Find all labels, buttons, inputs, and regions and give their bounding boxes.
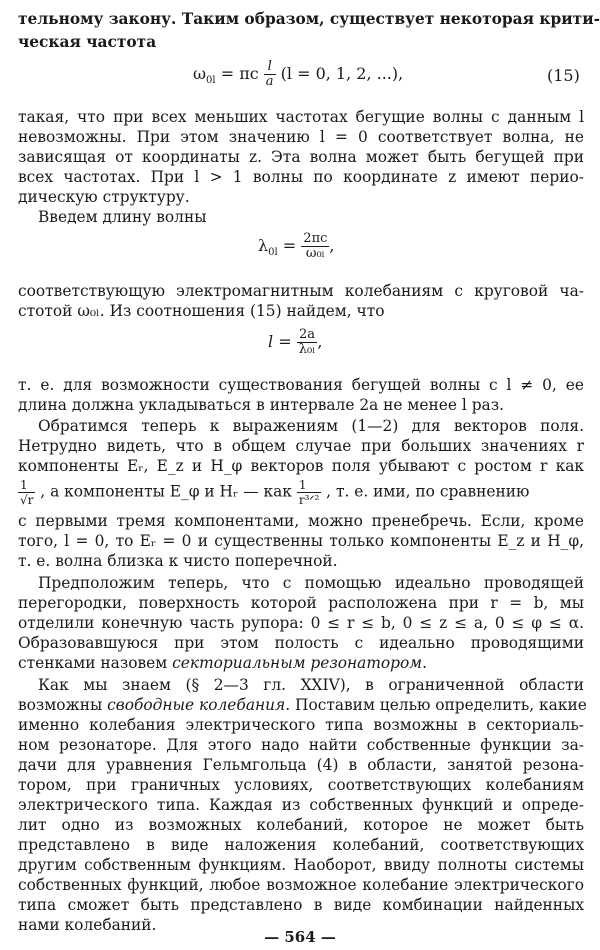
equation-l [268,328,322,357]
text-line: длина должна укладываться в интервале 2a не менее l раз. [18,396,505,414]
text-line: ном резонаторе. Для этого надо найти собственные функции за- [18,736,584,754]
text-line: невозможны. При этом значению l = 0 соответствует волна, не [18,128,584,146]
text-line: Введем длину волны [38,208,207,226]
fraction-numerator: 2a [297,328,318,343]
text-line: всех частотах. При l > 1 волны по координате z имеют перио- [18,168,584,186]
fraction [18,478,35,507]
text-line: дическую структуру. [18,188,190,206]
text-line [18,654,584,672]
text-line: компоненты Eᵣ, E_z и H_φ векторов поля убывают с ростом r как [18,457,584,475]
text-line: Как мы знаем (§ 2—3 гл. XXIV), в ограниченной области [38,676,584,694]
formula-part: (l = 0, 1, 2, ...), [280,64,404,83]
text-segment: , а компоненты E_φ и Hᵣ — как [40,482,292,501]
text-line: такая, что при всех меньших частотах бегущие волны с данным l [18,108,584,126]
text-segment: . Поставим целью определить, какие [285,696,587,714]
text-line: представлено в виде наложения колебаний, соответствующих [18,836,584,854]
text-segment: стенками назовем [18,654,173,672]
equation-number: (15) [547,66,580,85]
fraction-denominator: a [265,74,274,89]
fraction-denominator: r³ᐟ² [298,493,320,507]
text-line: Нетрудно видеть, что в общем случае при больших значениях r [18,437,584,455]
text-line: т. е. для возможности существования бегущей волны с l ≠ 0, ее [18,376,584,394]
term-free-oscillations: свободные колебания [107,696,286,714]
text-line: т. е. волна близка к чисто поперечной. [18,552,338,570]
text-line: ческая частота [18,33,157,51]
fraction-denominator: λ₀ₗ [298,342,316,357]
formula-subscript: 0l [206,75,216,87]
fraction [264,60,276,89]
fraction-numerator: 2πc [303,231,328,246]
equation-wavelength [258,232,335,261]
text-line: именно колебания электрического типа возможны в секториаль- [18,716,584,734]
fraction-numerator: l [264,60,276,75]
fraction-numerator: 1 [297,478,321,493]
text-line: Предположим теперь, что с помощью идеально проводящей [38,574,584,592]
text-line: отделили конечную часть рупора: 0 ≤ r ≤ b, 0 ≤ z ≤ a, 0 ≤ φ ≤ α. [18,614,584,632]
text-line: с первыми тремя компонентами, можно пренебречь. Если, кроме [18,512,584,530]
formula-part: l = [268,332,292,351]
text-line: тором, при граничных условиях, соответствующих колебаниям [18,776,584,794]
text-line: того, l = 0, то Eᵣ = 0 и существенны только компоненты E_z и H_φ, [18,532,584,550]
formula-part: λ [258,236,269,255]
fraction-denominator: √r [20,493,34,507]
text-line: соответствующую электромагнитным колебаниям с круговой ча- [18,282,584,300]
text-segment: , т. е. ими, по сравнению [326,482,530,501]
equation-15 [193,60,403,89]
formula-subscript: 0l [268,247,278,259]
text-line: собственных функций, любое возможное колебание электрического [18,876,584,894]
formula-part: , [329,236,335,255]
text-line: тельному закону. Таким образом, существует некоторая крити- [18,10,600,28]
formula-part: ω [193,64,207,83]
fraction [297,478,321,507]
text-line: стотой ω₀ₗ. Из соотношения (15) найдем, что [18,302,385,320]
fraction [301,232,329,261]
term-sectorial-resonator: секториальным резонатором [172,654,423,672]
fraction-numerator: 1 [18,478,35,493]
text-segment: возможны [18,696,108,714]
text-line: зависящая от координаты z. Эта волна может быть бегущей при [18,148,584,166]
text-line [18,696,587,714]
text-line: электрического типа. Каждая из собственных функций и опреде- [18,796,584,814]
text-line: перегородки, поверхность которой расположена при r = b, мы [18,594,584,612]
text-line: дачи для уравнения Гельмгольца (4) в области, занятой резона- [18,756,584,774]
text-line: Образовавшуюся при этом полость с идеально проводящими [18,634,584,652]
formula-part: = πc [220,64,259,83]
page-number: — 564 — [264,928,336,946]
formula-part: , [317,332,323,351]
text-segment: . [422,654,427,672]
text-line-with-fractions [18,478,584,507]
text-line: другим собственным функциям. Наоборот, ввиду полноты системы [18,856,584,874]
formula-part: = [282,236,297,255]
text-line: лит одно из возможных колебаний, которое не может быть [18,816,584,834]
fraction-denominator: ω₀ₗ [305,246,325,261]
text-line: нами колебаний. [18,916,157,934]
text-line: типа сможет быть представлено в виде комбинации найденных [18,896,584,914]
text-line: Обратимся теперь к выражениям (1—2) для векторов поля. [38,417,584,435]
fraction [297,328,318,357]
